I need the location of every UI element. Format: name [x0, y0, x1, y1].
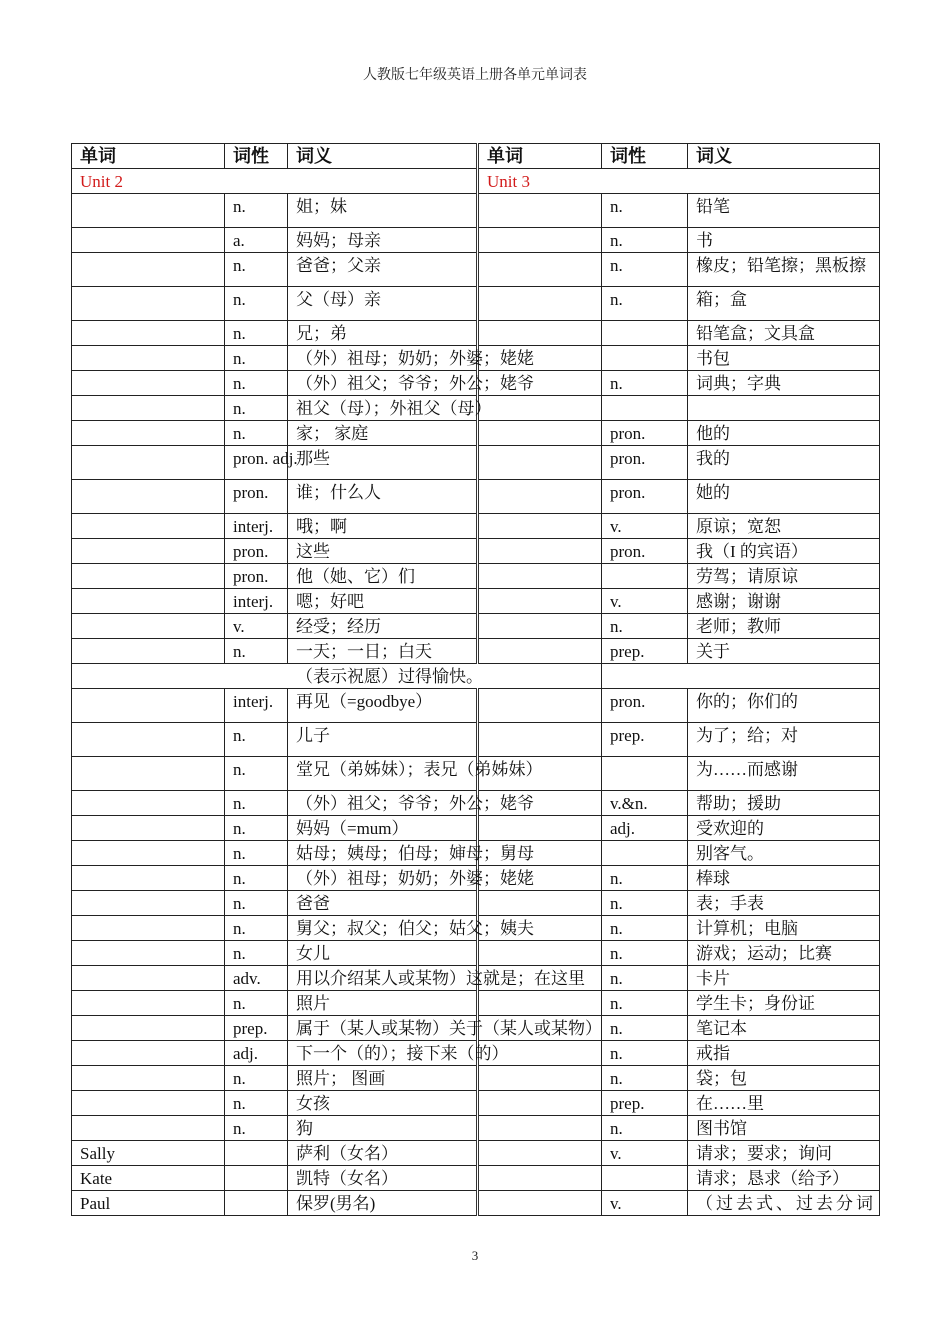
- meaning-right: 图书馆: [688, 1116, 880, 1141]
- meaning-left: 谁；什么人: [288, 480, 478, 514]
- pos-right: [602, 1166, 688, 1191]
- word-left: Paul: [72, 1191, 225, 1216]
- table-row: [72, 1066, 880, 1091]
- meaning-right: 老师；教师: [688, 614, 880, 639]
- meaning-right: 为了；给；对: [688, 723, 880, 757]
- meaning-right: 学生卡；身份证: [688, 991, 880, 1016]
- meaning-left: 照片: [288, 991, 478, 1016]
- table-row: [72, 791, 880, 816]
- meaning-right: 棒球: [688, 866, 880, 891]
- word-left: [72, 891, 225, 916]
- meaning-left: 家； 家庭: [288, 421, 478, 446]
- pos-right: n.: [602, 891, 688, 916]
- table-row: [72, 991, 880, 1016]
- pos-right: n.: [602, 1066, 688, 1091]
- unit-title-row: [72, 169, 880, 194]
- word-right: [478, 480, 602, 514]
- meaning-left: 他（她、它）们: [288, 564, 478, 589]
- pos-left: n.: [225, 723, 288, 757]
- meaning-left: 姑母；姨母；伯母；婶母；舅母: [288, 841, 478, 866]
- meaning-left: （外）祖父；爷爷；外公；姥爷: [288, 791, 478, 816]
- pos-right: n.: [602, 866, 688, 891]
- word-right: [478, 564, 602, 589]
- pos-left: interj.: [225, 514, 288, 539]
- meaning-right: 你的；你们的: [688, 689, 880, 723]
- table-row: [72, 396, 880, 421]
- pos-right: n.: [602, 1016, 688, 1041]
- pos-left: interj.: [225, 689, 288, 723]
- header-word-right: 单词: [478, 144, 602, 169]
- table-row: [72, 664, 880, 689]
- table-row: [72, 916, 880, 941]
- meaning-right: 表；手表: [688, 891, 880, 916]
- pos-left: n.: [225, 1066, 288, 1091]
- word-right: [478, 514, 602, 539]
- word-right: [478, 396, 602, 421]
- pos-right: [602, 757, 688, 791]
- pos-right: pron.: [602, 446, 688, 480]
- pos-right: n.: [602, 1041, 688, 1066]
- pos-right: pron.: [602, 421, 688, 446]
- table-row: [72, 891, 880, 916]
- word-left: [72, 916, 225, 941]
- pos-left: [225, 1166, 288, 1191]
- table-row: [72, 1141, 880, 1166]
- page-number: 3: [471, 1248, 479, 1263]
- pos-right: pron.: [602, 539, 688, 564]
- meaning-right: 劳驾；请原谅: [688, 564, 880, 589]
- table-row: [72, 757, 880, 791]
- word-left: [72, 346, 225, 371]
- table-row: [72, 723, 880, 757]
- header-meaning-right: 词义: [688, 144, 880, 169]
- pos-left: n.: [225, 371, 288, 396]
- word-left: [72, 1066, 225, 1091]
- word-left: [72, 396, 225, 421]
- word-left: [72, 371, 225, 396]
- meaning-left: 舅父；叔父；伯父；姑父；姨夫: [288, 916, 478, 941]
- table-row: [72, 514, 880, 539]
- meaning-left: 兄；弟: [288, 321, 478, 346]
- meaning-right: 受欢迎的: [688, 816, 880, 841]
- pos-left: pron.: [225, 480, 288, 514]
- word-right: [478, 1166, 602, 1191]
- header-pos-right: 词性: [602, 144, 688, 169]
- word-left: [72, 321, 225, 346]
- pos-right: n.: [602, 1116, 688, 1141]
- phrase-cell: （表示祝愿）过得愉快。: [72, 664, 602, 689]
- meaning-right: 计算机；电脑: [688, 916, 880, 941]
- meaning-left: 妈妈（=mum）: [288, 816, 478, 841]
- word-left: [72, 480, 225, 514]
- table-row: [72, 841, 880, 866]
- pos-right: v.: [602, 1191, 688, 1216]
- pos-left: n.: [225, 396, 288, 421]
- pos-left: n.: [225, 421, 288, 446]
- meaning-right: 感谢；谢谢: [688, 589, 880, 614]
- meaning-left: 萨利（女名）: [288, 1141, 478, 1166]
- pos-right: n.: [602, 253, 688, 287]
- word-right: [478, 253, 602, 287]
- pos-right: n.: [602, 371, 688, 396]
- word-right: [478, 421, 602, 446]
- meaning-left: 嗯；好吧: [288, 589, 478, 614]
- pos-right: n.: [602, 228, 688, 253]
- word-right: [478, 891, 602, 916]
- pos-right: [602, 346, 688, 371]
- table-row: [72, 1166, 880, 1191]
- pos-right: v.&n.: [602, 791, 688, 816]
- meaning-right: 戒指: [688, 1041, 880, 1066]
- pos-right: [602, 564, 688, 589]
- meaning-left: 那些: [288, 446, 478, 480]
- word-left: [72, 639, 225, 664]
- word-left: [72, 941, 225, 966]
- meaning-left: 属于（某人或某物）关于（某人或某物）: [288, 1016, 478, 1041]
- page-header: 人教版七年级英语上册各单元单词表: [363, 68, 587, 83]
- pos-right: n.: [602, 287, 688, 321]
- header-meaning-left: 词义: [288, 144, 478, 169]
- pos-left: a.: [225, 228, 288, 253]
- meaning-right: 笔记本: [688, 1016, 880, 1041]
- word-left: [72, 841, 225, 866]
- meaning-right: 铅笔盒；文具盒: [688, 321, 880, 346]
- meaning-left: 经受；经历: [288, 614, 478, 639]
- table-row: [72, 446, 880, 480]
- word-right: [478, 446, 602, 480]
- meaning-right: 书包: [688, 346, 880, 371]
- meaning-right: 游戏；运动；比赛: [688, 941, 880, 966]
- pos-left: [225, 1141, 288, 1166]
- pos-right: [602, 321, 688, 346]
- meaning-left: 堂兄（弟姊妹）；表兄（弟姊妹）: [288, 757, 478, 791]
- table-row: [72, 1091, 880, 1116]
- meaning-left: 下一个（的）；接下来（的）: [288, 1041, 478, 1066]
- pos-right: v.: [602, 514, 688, 539]
- pos-right: [602, 396, 688, 421]
- pos-right: n.: [602, 614, 688, 639]
- header-word-left: 单词: [72, 144, 225, 169]
- pos-left: n.: [225, 816, 288, 841]
- word-left: [72, 287, 225, 321]
- table-row: [72, 966, 880, 991]
- meaning-left: 爸爸；父亲: [288, 253, 478, 287]
- meaning-left: 哦；啊: [288, 514, 478, 539]
- meaning-right: 关于: [688, 639, 880, 664]
- pos-left: pron.: [225, 564, 288, 589]
- pos-left: n.: [225, 891, 288, 916]
- table-row: [72, 589, 880, 614]
- table-row: [72, 1116, 880, 1141]
- meaning-right: 帮助；援助: [688, 791, 880, 816]
- meaning-left: 凯特（女名）: [288, 1166, 478, 1191]
- table-row: [72, 321, 880, 346]
- word-right: [478, 287, 602, 321]
- meaning-left: 这些: [288, 539, 478, 564]
- word-right: [478, 1116, 602, 1141]
- table-row: [72, 228, 880, 253]
- meaning-left: 妈妈；母亲: [288, 228, 478, 253]
- word-right: [478, 614, 602, 639]
- word-left: [72, 966, 225, 991]
- table-row: [72, 941, 880, 966]
- table-row: [72, 253, 880, 287]
- pos-right: prep.: [602, 1091, 688, 1116]
- pos-left: n.: [225, 321, 288, 346]
- pos-left: n.: [225, 1091, 288, 1116]
- meaning-left: 狗: [288, 1116, 478, 1141]
- word-left: [72, 1041, 225, 1066]
- word-left: Sally: [72, 1141, 225, 1166]
- word-left: [72, 421, 225, 446]
- word-left: Kate: [72, 1166, 225, 1191]
- word-left: [72, 194, 225, 228]
- pos-right: [602, 841, 688, 866]
- pos-left: n.: [225, 991, 288, 1016]
- word-left: [72, 866, 225, 891]
- pos-right: prep.: [602, 639, 688, 664]
- word-right: [478, 639, 602, 664]
- word-left: [72, 589, 225, 614]
- table-row: [72, 421, 880, 446]
- word-right: [478, 991, 602, 1016]
- meaning-left: 再见（=goodbye）: [288, 689, 478, 723]
- pos-right: prep.: [602, 723, 688, 757]
- meaning-right: 请求；恳求（给予）: [688, 1166, 880, 1191]
- pos-left: prep.: [225, 1016, 288, 1041]
- meaning-right: 铅笔: [688, 194, 880, 228]
- pos-left: [225, 1191, 288, 1216]
- table-row: [72, 614, 880, 639]
- word-left: [72, 539, 225, 564]
- word-right: [478, 321, 602, 346]
- meaning-right: 袋；包: [688, 1066, 880, 1091]
- word-left: [72, 228, 225, 253]
- pos-left: n.: [225, 287, 288, 321]
- word-left: [72, 253, 225, 287]
- meaning-right: 书: [688, 228, 880, 253]
- word-left: [72, 816, 225, 841]
- meaning-right: （过去式、过去分词: [688, 1191, 880, 1216]
- meaning-left: 用以介绍某人或某物）这就是；在这里: [288, 966, 478, 991]
- word-right: [478, 1191, 602, 1216]
- word-left: [72, 614, 225, 639]
- unit-3-title: Unit 3: [478, 169, 880, 194]
- pos-right: n.: [602, 991, 688, 1016]
- meaning-left: 爸爸: [288, 891, 478, 916]
- word-right: [478, 194, 602, 228]
- pos-left: n.: [225, 194, 288, 228]
- table-row: [72, 1191, 880, 1216]
- pos-right: adj.: [602, 816, 688, 841]
- pos-left: interj.: [225, 589, 288, 614]
- empty-cell: [602, 664, 880, 689]
- word-right: [478, 589, 602, 614]
- word-right: [478, 1091, 602, 1116]
- word-right: [478, 816, 602, 841]
- word-left: [72, 1116, 225, 1141]
- meaning-right: 原谅；宽恕: [688, 514, 880, 539]
- word-left: [72, 446, 225, 480]
- word-left: [72, 514, 225, 539]
- table-row: [72, 194, 880, 228]
- word-left: [72, 723, 225, 757]
- pos-left: n.: [225, 941, 288, 966]
- meaning-right: 箱；盒: [688, 287, 880, 321]
- pos-left: n.: [225, 757, 288, 791]
- table-row: [72, 346, 880, 371]
- meaning-left: 保罗(男名): [288, 1191, 478, 1216]
- meaning-left: （外）祖母；奶奶；外婆；姥姥: [288, 866, 478, 891]
- pos-left: n.: [225, 639, 288, 664]
- table-row: [72, 689, 880, 723]
- pos-right: pron.: [602, 480, 688, 514]
- meaning-right: 词典；字典: [688, 371, 880, 396]
- meaning-left: （外）祖母；奶奶；外婆；姥姥: [288, 346, 478, 371]
- word-left: [72, 689, 225, 723]
- pos-left: pron.: [225, 539, 288, 564]
- pos-right: v.: [602, 589, 688, 614]
- pos-right: n.: [602, 916, 688, 941]
- word-right: [478, 941, 602, 966]
- table-row: [72, 480, 880, 514]
- table-row: [72, 639, 880, 664]
- meaning-left: 父（母）亲: [288, 287, 478, 321]
- word-right: [478, 1141, 602, 1166]
- meaning-right: 在……里: [688, 1091, 880, 1116]
- table-row: [72, 1041, 880, 1066]
- pos-right: pron.: [602, 689, 688, 723]
- meaning-right: 我（I 的宾语）: [688, 539, 880, 564]
- pos-right: n.: [602, 941, 688, 966]
- word-left: [72, 564, 225, 589]
- pos-left: n.: [225, 866, 288, 891]
- pos-left: pron. adj.: [225, 446, 288, 480]
- meaning-right: 卡片: [688, 966, 880, 991]
- meaning-right: 别客气。: [688, 841, 880, 866]
- meaning-right: 请求；要求；询问: [688, 1141, 880, 1166]
- word-right: [478, 689, 602, 723]
- meaning-left: 女孩: [288, 1091, 478, 1116]
- meaning-left: 照片； 图画: [288, 1066, 478, 1091]
- meaning-left: （外）祖父；爷爷；外公；姥爷: [288, 371, 478, 396]
- meaning-left: 儿子: [288, 723, 478, 757]
- meaning-right: [688, 396, 880, 421]
- meaning-right: 他的: [688, 421, 880, 446]
- meaning-left: 祖父（母）；外祖父（母）: [288, 396, 478, 421]
- pos-right: n.: [602, 966, 688, 991]
- table-row: [72, 816, 880, 841]
- pos-left: n.: [225, 1116, 288, 1141]
- word-right: [478, 1066, 602, 1091]
- meaning-right: 我的: [688, 446, 880, 480]
- word-left: [72, 1016, 225, 1041]
- word-right: [478, 228, 602, 253]
- table-row: [72, 866, 880, 891]
- word-right: [478, 723, 602, 757]
- meaning-left: 女儿: [288, 941, 478, 966]
- vocabulary-table: [71, 143, 880, 1216]
- header-pos-left: 词性: [225, 144, 288, 169]
- word-left: [72, 991, 225, 1016]
- table-row: [72, 371, 880, 396]
- meaning-left: 姐；妹: [288, 194, 478, 228]
- meaning-right: 橡皮；铅笔擦；黑板擦: [688, 253, 880, 287]
- word-left: [72, 757, 225, 791]
- meaning-left: 一天；一日；白天: [288, 639, 478, 664]
- pos-left: n.: [225, 346, 288, 371]
- meaning-right: 她的: [688, 480, 880, 514]
- meaning-right: 为……而感谢: [688, 757, 880, 791]
- table-row: [72, 539, 880, 564]
- pos-left: adj.: [225, 1041, 288, 1066]
- table-header-row: [72, 144, 880, 169]
- pos-left: n.: [225, 791, 288, 816]
- pos-right: n.: [602, 194, 688, 228]
- pos-left: n.: [225, 253, 288, 287]
- word-left: [72, 1091, 225, 1116]
- pos-left: n.: [225, 916, 288, 941]
- table-row: [72, 1016, 880, 1041]
- pos-left: adv.: [225, 966, 288, 991]
- unit-2-title: Unit 2: [72, 169, 478, 194]
- word-right: [478, 539, 602, 564]
- pos-right: v.: [602, 1141, 688, 1166]
- pos-left: n.: [225, 841, 288, 866]
- word-left: [72, 791, 225, 816]
- table-row: [72, 287, 880, 321]
- table-row: [72, 564, 880, 589]
- pos-left: v.: [225, 614, 288, 639]
